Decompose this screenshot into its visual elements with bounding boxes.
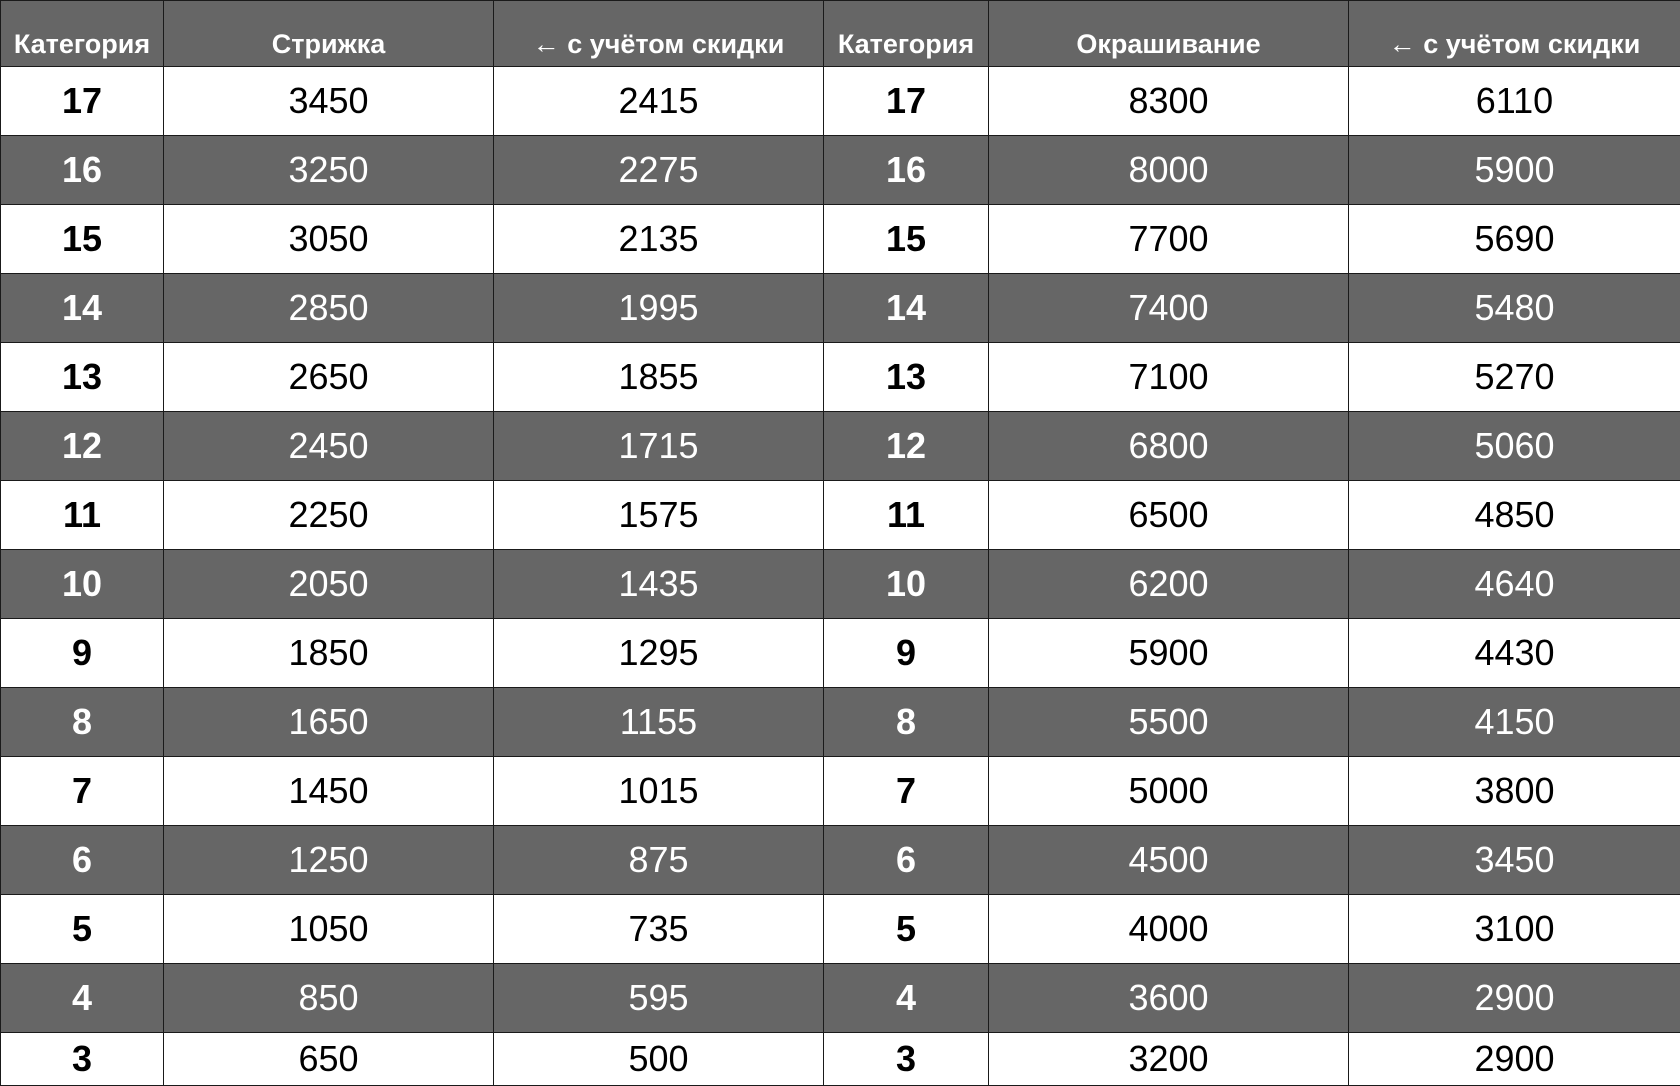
category-cell: 17 (824, 67, 989, 136)
category-cell: 4 (824, 964, 989, 1033)
coloring-discount-cell: 6110 (1349, 67, 1680, 136)
coloring-discount-cell: 2900 (1349, 1033, 1680, 1086)
coloring-discount-cell: 5060 (1349, 412, 1680, 481)
coloring-discount-cell: 3800 (1349, 757, 1680, 826)
category-cell: 10 (824, 550, 989, 619)
header-coloring-discount: ← с учётом скидки (1349, 1, 1680, 67)
header-row (1, 1, 1680, 67)
table-row (1, 757, 1680, 826)
category-cell: 8 (824, 688, 989, 757)
coloring-price-cell: 6500 (989, 481, 1349, 550)
category-cell: 15 (824, 205, 989, 274)
coloring-discount-cell: 2900 (1349, 964, 1680, 1033)
coloring-discount-cell: 5480 (1349, 274, 1680, 343)
table-row (1, 481, 1680, 550)
table-header (1, 1, 1680, 67)
header-haircut-discount: ← с учётом скидки (494, 1, 824, 67)
header-haircut: Стрижка (164, 1, 494, 67)
haircut-discount-cell: 1435 (494, 550, 824, 619)
coloring-price-cell: 3200 (989, 1033, 1349, 1086)
header-category-coloring: Категория (824, 1, 989, 67)
table-body (1, 67, 1680, 1086)
coloring-price-cell: 8000 (989, 136, 1349, 205)
haircut-discount-cell: 500 (494, 1033, 824, 1086)
coloring-price-cell: 7100 (989, 343, 1349, 412)
table-row (1, 964, 1680, 1033)
category-cell: 13 (1, 343, 164, 412)
haircut-discount-cell: 1155 (494, 688, 824, 757)
category-cell: 8 (1, 688, 164, 757)
coloring-discount-cell: 5900 (1349, 136, 1680, 205)
haircut-price-cell: 850 (164, 964, 494, 1033)
coloring-price-cell: 6200 (989, 550, 1349, 619)
coloring-discount-cell: 3450 (1349, 826, 1680, 895)
table-row (1, 67, 1680, 136)
table-row (1, 619, 1680, 688)
category-cell: 12 (824, 412, 989, 481)
category-cell: 14 (824, 274, 989, 343)
haircut-discount-cell: 1575 (494, 481, 824, 550)
haircut-discount-cell: 875 (494, 826, 824, 895)
category-cell: 11 (1, 481, 164, 550)
haircut-discount-cell: 2135 (494, 205, 824, 274)
coloring-price-cell: 6800 (989, 412, 1349, 481)
header-coloring: Окрашивание (989, 1, 1349, 67)
coloring-price-cell: 3600 (989, 964, 1349, 1033)
category-cell: 17 (1, 67, 164, 136)
coloring-discount-cell: 4850 (1349, 481, 1680, 550)
table-row (1, 550, 1680, 619)
category-cell: 15 (1, 205, 164, 274)
haircut-price-cell: 650 (164, 1033, 494, 1086)
category-cell: 13 (824, 343, 989, 412)
table-row (1, 343, 1680, 412)
coloring-discount-cell: 3100 (1349, 895, 1680, 964)
category-cell: 14 (1, 274, 164, 343)
haircut-price-cell: 2650 (164, 343, 494, 412)
table-row (1, 826, 1680, 895)
haircut-discount-cell: 1715 (494, 412, 824, 481)
table-row (1, 205, 1680, 274)
table-row (1, 274, 1680, 343)
table-row (1, 895, 1680, 964)
haircut-price-cell: 1450 (164, 757, 494, 826)
coloring-discount-cell: 5270 (1349, 343, 1680, 412)
haircut-discount-cell: 735 (494, 895, 824, 964)
haircut-price-cell: 2050 (164, 550, 494, 619)
category-cell: 6 (824, 826, 989, 895)
category-cell: 5 (1, 895, 164, 964)
coloring-price-cell: 8300 (989, 67, 1349, 136)
haircut-price-cell: 3050 (164, 205, 494, 274)
haircut-discount-cell: 2415 (494, 67, 824, 136)
coloring-discount-cell: 5690 (1349, 205, 1680, 274)
haircut-discount-cell: 1855 (494, 343, 824, 412)
header-category-haircut: Категория (1, 1, 164, 67)
table-row (1, 412, 1680, 481)
category-cell: 7 (824, 757, 989, 826)
haircut-discount-cell: 595 (494, 964, 824, 1033)
haircut-price-cell: 1250 (164, 826, 494, 895)
haircut-price-cell: 2450 (164, 412, 494, 481)
category-cell: 9 (824, 619, 989, 688)
category-cell: 4 (1, 964, 164, 1033)
coloring-discount-cell: 4430 (1349, 619, 1680, 688)
haircut-discount-cell: 1995 (494, 274, 824, 343)
coloring-discount-cell: 4640 (1349, 550, 1680, 619)
coloring-discount-cell: 4150 (1349, 688, 1680, 757)
table-row (1, 688, 1680, 757)
coloring-price-cell: 4000 (989, 895, 1349, 964)
category-cell: 3 (1, 1033, 164, 1086)
coloring-price-cell: 5000 (989, 757, 1349, 826)
haircut-discount-cell: 1015 (494, 757, 824, 826)
table-row (1, 136, 1680, 205)
category-cell: 10 (1, 550, 164, 619)
category-cell: 3 (824, 1033, 989, 1086)
haircut-discount-cell: 1295 (494, 619, 824, 688)
haircut-price-cell: 1650 (164, 688, 494, 757)
coloring-price-cell: 7700 (989, 205, 1349, 274)
category-cell: 6 (1, 826, 164, 895)
coloring-price-cell: 5500 (989, 688, 1349, 757)
coloring-price-cell: 5900 (989, 619, 1349, 688)
coloring-price-cell: 4500 (989, 826, 1349, 895)
haircut-price-cell: 3250 (164, 136, 494, 205)
category-cell: 9 (1, 619, 164, 688)
category-cell: 7 (1, 757, 164, 826)
category-cell: 16 (824, 136, 989, 205)
haircut-price-cell: 3450 (164, 67, 494, 136)
haircut-price-cell: 1850 (164, 619, 494, 688)
coloring-price-cell: 7400 (989, 274, 1349, 343)
category-cell: 12 (1, 412, 164, 481)
haircut-price-cell: 1050 (164, 895, 494, 964)
haircut-discount-cell: 2275 (494, 136, 824, 205)
haircut-price-cell: 2850 (164, 274, 494, 343)
category-cell: 16 (1, 136, 164, 205)
haircut-price-cell: 2250 (164, 481, 494, 550)
category-cell: 5 (824, 895, 989, 964)
category-cell: 11 (824, 481, 989, 550)
